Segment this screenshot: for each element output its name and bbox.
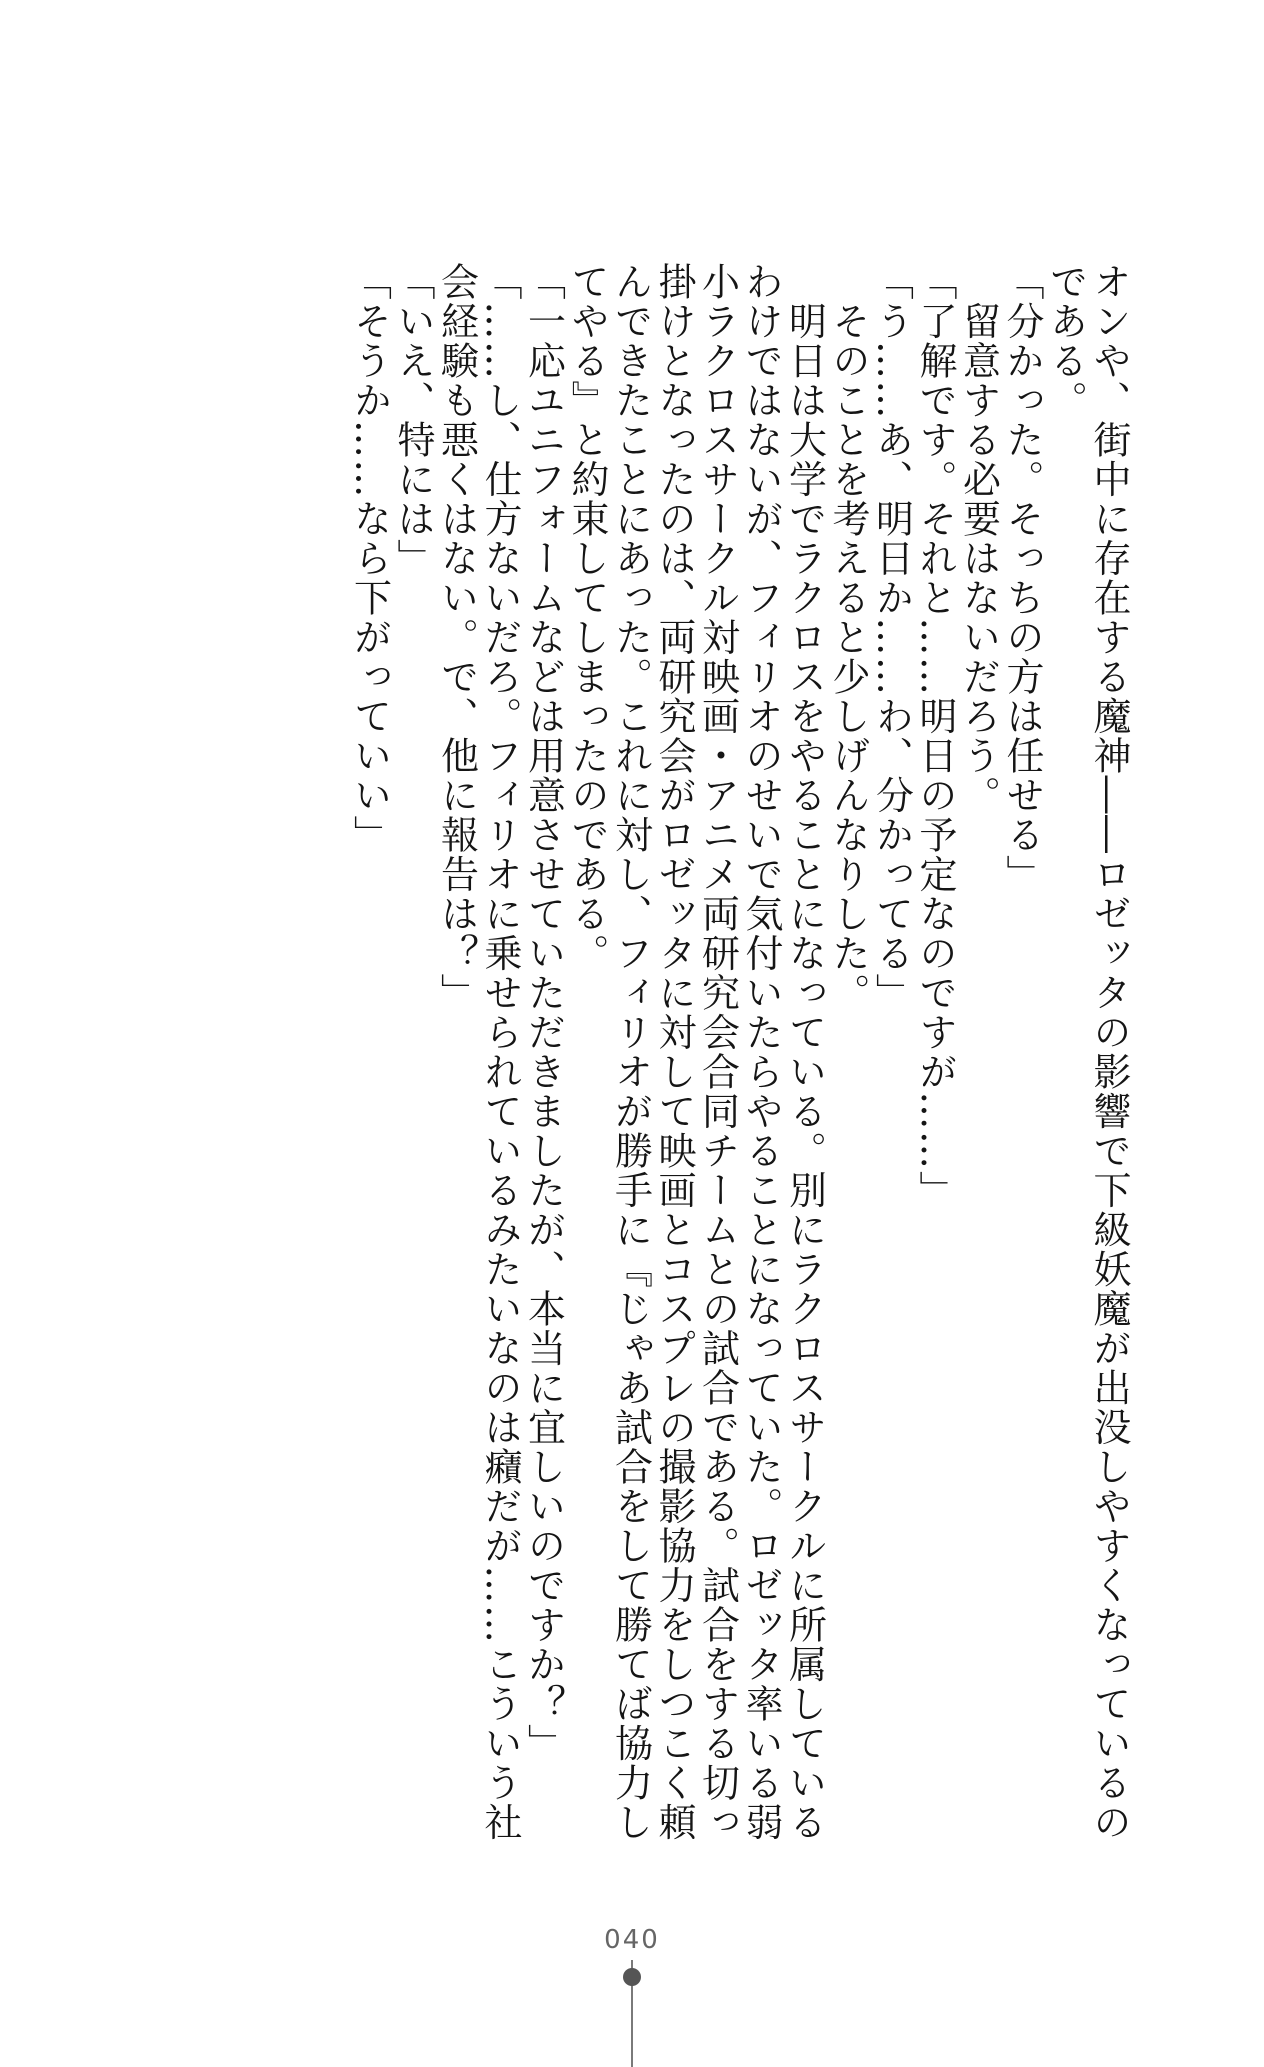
text-line: 「一応ユニフォームなどは用意させていただきましたが、本当に宜しいのですか？」 (521, 262, 566, 1763)
text-line: 「そうか……なら下がっていい」 (347, 262, 392, 855)
text-line: てやる』と約束してしまったのである。 (565, 262, 609, 973)
text-line: 留意する必要はないだろう。 (956, 262, 1001, 815)
text-line: 明日は大学でラクロスをやることになっている。別にラクロスサークルに所属している (782, 262, 827, 1842)
text-line: 「……し、仕方ないだろ。フィリオに乗せられているみたいなのは癪だが……こういう社 (478, 262, 522, 1842)
body-text (200, 262, 1131, 1842)
text-line: 「分かった。そっちの方は任せる」 (1000, 262, 1044, 894)
text-line: 「了解です。それと……明日の予定なのですが……」 (913, 262, 957, 1210)
page-number-dot (623, 1968, 641, 1986)
text-line: わけではないが、フィリオのせいで気付いたらやることになっていた。ロゼッタ率いる弱 (739, 262, 783, 1842)
page-number: 040 (604, 1925, 660, 1955)
text-line: 小ラクロスサークル対映画・アニメ両研究会合同チームとの試合である。試合をする切っ (695, 262, 740, 1842)
text-line: オンや、街中に存在する魔神――ロゼッタの影響で下級妖魔が出没しやすくなっているの (1087, 262, 1131, 1842)
text-line: 「いえ、特には」 (391, 262, 435, 578)
text-line: 「う……あ、明日か……わ、分かってる」 (869, 262, 914, 1013)
text-line: そのことを考えると少しげんなりした。 (826, 262, 870, 1013)
text-line: んできたことにあった。これに対し、フィリオが勝手に『じゃあ試合をして勝てば協力し (608, 262, 653, 1842)
text-line: 会経験も悪くはない。で、他に報告は？」 (434, 262, 479, 1013)
text-line: である。 (1043, 262, 1088, 420)
text-line: 掛けとなったのは、両研究会がロゼッタに対して映画とコスプレの撮影協力をしつこく頼 (652, 262, 696, 1842)
